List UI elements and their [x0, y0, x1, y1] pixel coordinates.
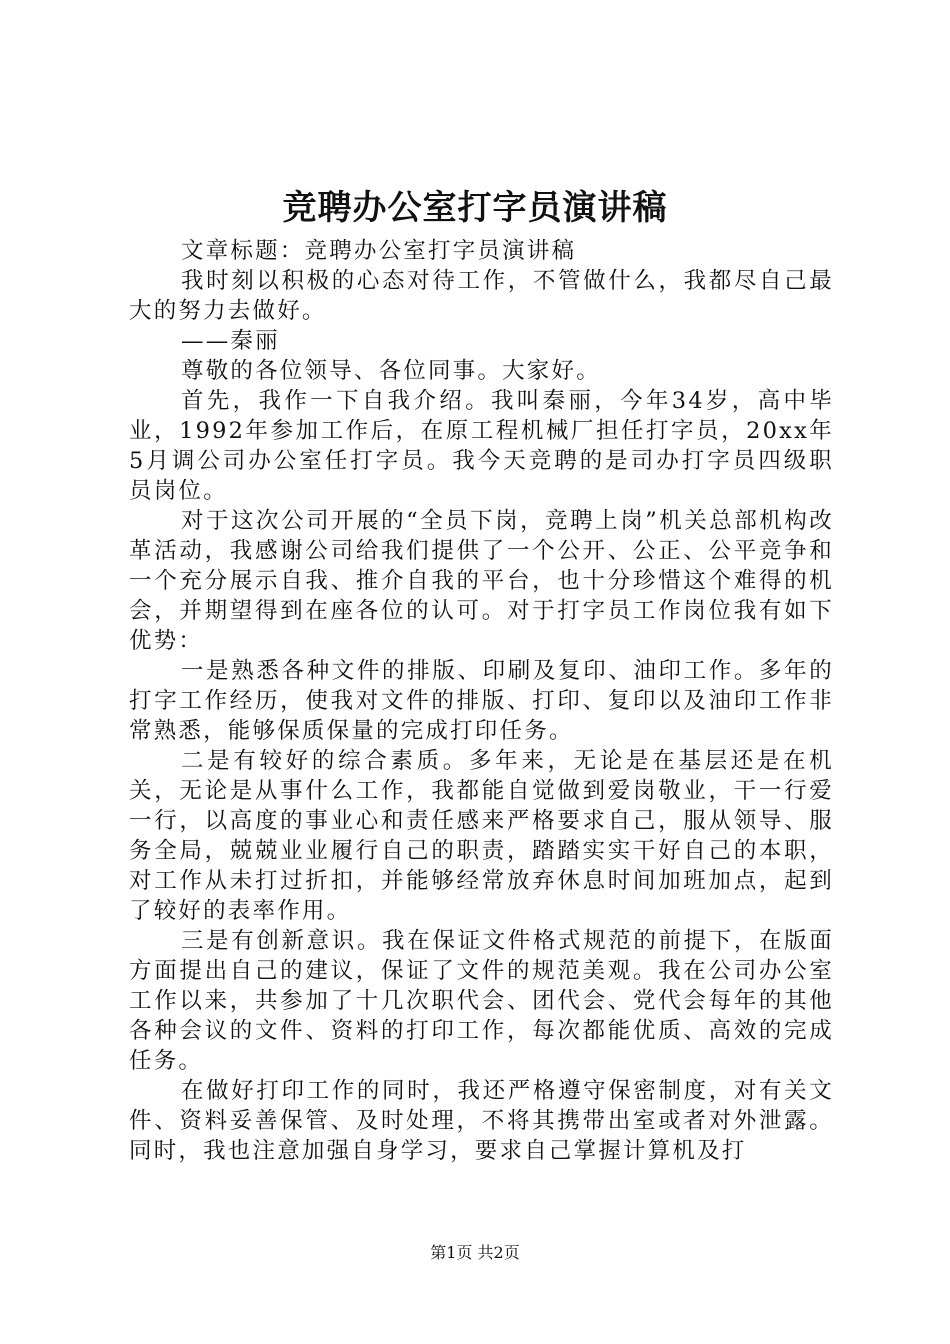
document-title: 竞聘办公室打字员演讲稿 — [282, 188, 668, 228]
paragraph-confidentiality: 在做好打印工作的同时，我还严格遵守保密制度，对有关文件、资料妥善保管、及时处理，不将其携带出室或者对外泄露。同时，我也注意加强自身学习，要求自己掌握计算机及打 — [129, 1078, 834, 1164]
page-number: 第1页 共2页 — [430, 1243, 520, 1262]
paragraph-greeting: 尊敬的各位领导、各位同事。大家好。 — [181, 358, 601, 384]
paragraph-article-title: 文章标题：竞聘办公室打字员演讲稿 — [181, 238, 577, 264]
paragraph-author: ——秦丽 — [181, 328, 280, 354]
document-body — [129, 236, 834, 1166]
paragraph-advantage-three: 三是有创新意识。我在保证文件格式规范的前提下，在版面方面提出自己的建议，保证了文件的规范美观。我在公司办公室工作以来，共参加了十几次职代会、团代会、党代会每年的其他各种会议的文件、资料的打印工作，每次都能优质、高效的完成任务。 — [129, 928, 834, 1074]
paragraph-advantage-two: 二是有较好的综合素质。多年来，无论是在基层还是在机关，无论是从事什么工作，我都能自觉做到爱岗敬业，干一行爱一行，以高度的事业心和责任感来严格要求自己，服从领导、服务全局，兢兢业业履行自己的职责，踏踏实实干好自己的本职，对工作从未打过折扣，并能够经常放弃休息时间加班加点，起到了较好的表率作用。 — [129, 748, 834, 924]
paragraph-opportunity: 对于这次公司开展的“全员下岗，竞聘上岗”机关总部机构改革活动，我感谢公司给我们提供了一个公开、公正、公平竞争和一个充分展示自我、推介自我的平台，也十分珍惜这个难得的机会，并期望得到在座各位的认可。对于打字员工作岗位我有如下优势： — [129, 508, 834, 654]
paragraph-advantage-one: 一是熟悉各种文件的排版、印刷及复印、油印工作。多年的打字工作经历，使我对文件的排版、打印、复印以及油印工作非常熟悉，能够保质保量的完成打印任务。 — [129, 658, 834, 744]
paragraph-introduction: 首先，我作一下自我介绍。我叫秦丽，今年34岁，高中毕业，1992年参加工作后，在原工程机械厂担任打字员，20xx年5月调公司办公室任打字员。我今天竞聘的是司办打字员四级职员岗位。 — [129, 388, 834, 504]
paragraph-motto: 我时刻以积极的心态对待工作，不管做什么，我都尽自己最大的努力去做好。 — [129, 268, 834, 324]
